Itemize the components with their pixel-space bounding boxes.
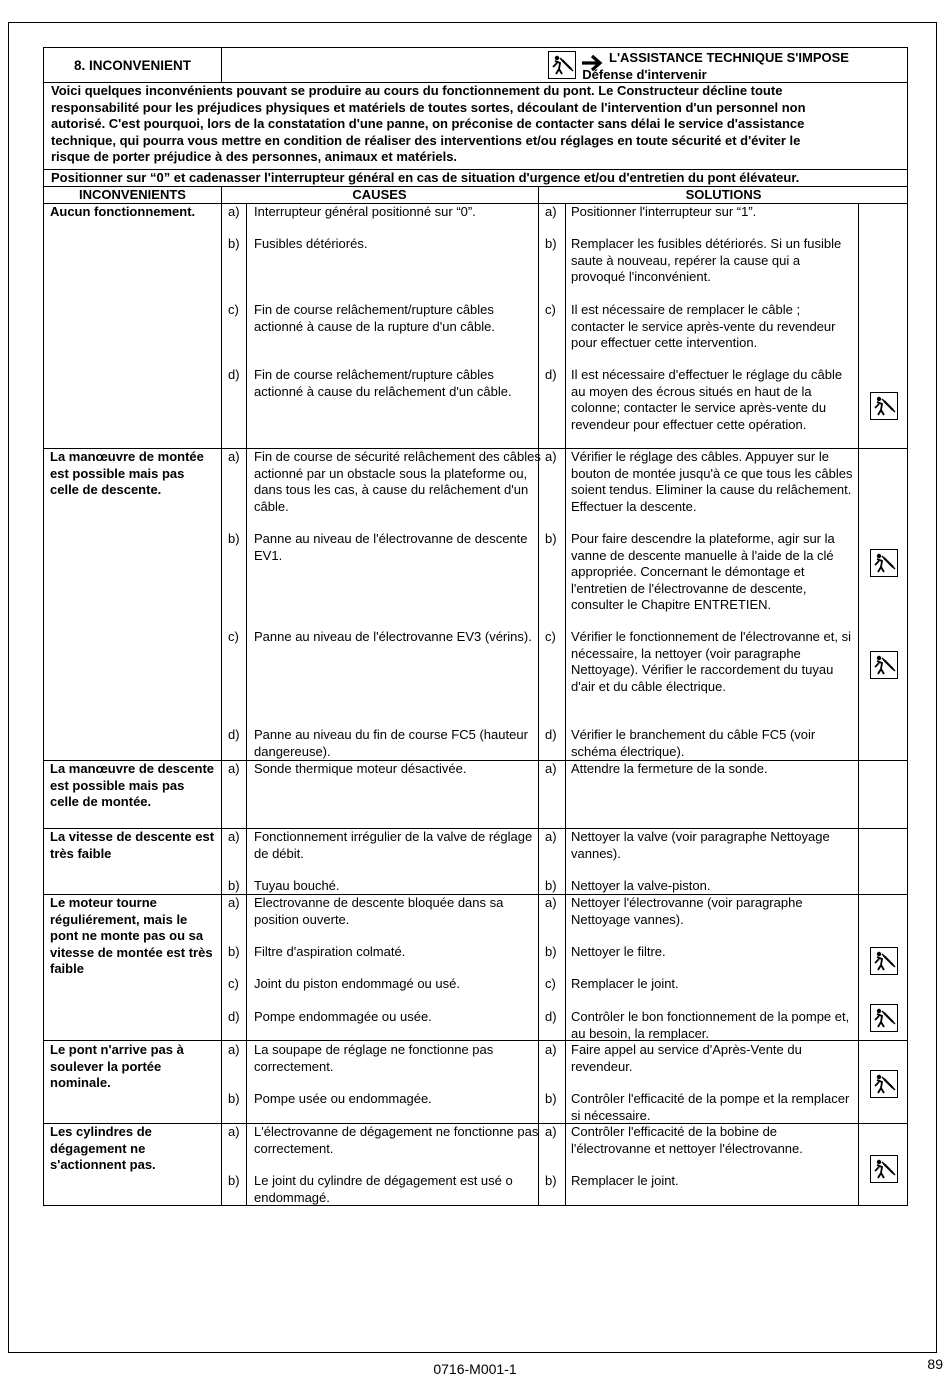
solution-letter: b) [545, 1091, 557, 1106]
solution-letter: b) [545, 944, 557, 959]
cause-letter: a) [228, 449, 240, 464]
solution-text: Nettoyer le filtre. [571, 944, 666, 959]
solution-text: Vérifier le réglage des câbles. Appuyer sur le bouton de montée jusqu'à ce que tous les câbles soient tendus. Eliminer la cause du relâchement. Effectuer la descente. [571, 449, 853, 514]
solution-text: Il est nécessaire d'effectuer le réglage du câble au moyen des écrous situés en haut de la colonne; contacter le service après-vente du revendeur pour effectuer cette opération. [571, 367, 843, 432]
solution-text: Contrôler l'efficacité de la pompe et la remplacer si nécessaire. [571, 1091, 850, 1123]
cause-letter: b) [228, 236, 240, 251]
technician-tool-icon [870, 1004, 898, 1032]
cause-text: Panne au niveau de l'électrovanne EV3 (vérins). [254, 629, 532, 644]
solution-letter: d) [545, 367, 557, 382]
cause-text: Fin de course de sécurité relâchement des câbles actionné par un obstacle sous la plateforme ou, dans tous les cas, à cause du relâchement d'un câble. [254, 449, 541, 514]
cause-letter: a) [228, 761, 240, 776]
solution-letter: a) [545, 761, 557, 776]
cause-letter: c) [228, 302, 239, 317]
intro-line: responsabilité pour les préjudices physiques et matériels de toutes sortes, découlant de l'intervention d'un personnel non [51, 99, 806, 115]
technician-tool-icon [870, 392, 898, 420]
technician-tool-icon [870, 1070, 898, 1098]
cause-text: Panne au niveau du fin de course FC5 (hauteur dangereuse). [254, 727, 528, 759]
solution-letter: a) [545, 449, 557, 464]
intro-line: Voici quelques inconvénients pouvant se produire au cours du fonctionnement du pont. Le Constructeur décline toute [51, 83, 783, 98]
cause-letter: b) [228, 1173, 240, 1188]
cause-letter: d) [228, 367, 240, 382]
solution-letter: b) [545, 1173, 557, 1188]
solution-text: Vérifier le fonctionnement de l'électrovanne et, si nécessaire, la nettoyer (voir paragraphe Nettoyage). Vérifier le raccordement du tuyau d'air et du câble électrique. [571, 629, 851, 694]
cause-letter: a) [228, 1042, 240, 1057]
solution-letter: b) [545, 531, 557, 546]
safety-instruction: Positionner sur “0” et cadenasser l'interrupteur général en cas de situation d'urgence et/ou d'entretien du pont élévateur. [43, 170, 908, 187]
notice-box [222, 48, 907, 82]
intro-paragraph [43, 83, 908, 170]
cause-letter: a) [228, 829, 240, 844]
solution-text: Vérifier le branchement du câble FC5 (voir schéma électrique). [571, 727, 816, 759]
cause-text: Fin de course relâchement/rupture câbles actionné à cause du relâchement d'un câble. [254, 367, 512, 399]
intro-line: risque de porter préjudice à des personnes, animaux et matériels. [51, 149, 458, 164]
solution-text: Nettoyer la valve-piston. [571, 878, 711, 893]
column-divider [221, 187, 222, 1205]
inconvenient-label: La manœuvre de descente est possible mais pas celle de montée. [50, 761, 214, 809]
solution-text: Contrôler l'efficacité de la bobine de l'électrovanne et nettoyer l'électrovanne. [571, 1124, 803, 1156]
solution-text: Pour faire descendre la plateforme, agir sur la vanne de descente manuelle à l'aide de la clé appropriée. Concernant le démontage et l'entretien de l'électrovanne de descente, consulter le Chapitre ENTRETIEN. [571, 531, 835, 612]
solution-letter: c) [545, 302, 556, 317]
cause-letter: b) [228, 944, 240, 959]
cause-text: Fin de course relâchement/rupture câbles actionné à cause de la rupture d'un câble. [254, 302, 495, 334]
solution-letter: a) [545, 895, 557, 910]
solution-letter: a) [545, 829, 557, 844]
technician-tool-icon [870, 947, 898, 975]
cause-letter: d) [228, 727, 240, 742]
cause-text: Pompe usée ou endommagée. [254, 1091, 432, 1106]
inconvenient-label: La vitesse de descente est très faible [50, 829, 215, 861]
cause-letter: a) [228, 204, 240, 219]
cause-text: Fonctionnement irrégulier de la valve de réglage de débit. [254, 829, 533, 861]
cause-letter: a) [228, 1124, 240, 1139]
solution-text: Remplacer les fusibles détériorés. Si un fusible saute à nouveau, repérer la cause qui a provoqué l'inconvénient. [571, 236, 842, 284]
section-header [43, 47, 908, 83]
solution-letter: a) [545, 1042, 557, 1057]
solution-letter: d) [545, 727, 557, 742]
inconvenient-label: Aucun fonctionnement. [50, 204, 196, 219]
cause-text: Electrovanne de descente bloquée dans sa position ouverte. [254, 895, 504, 927]
solution-letter: d) [545, 1009, 557, 1024]
cause-letter: d) [228, 1009, 240, 1024]
document-code: 0716-M001-1 [433, 1361, 517, 1377]
cause-text: Panne au niveau de l'électrovanne de descente EV1. [254, 531, 528, 563]
technician-tool-icon [870, 651, 898, 679]
inconvenient-label: Le pont n'arrive pas à soulever la portée nominale. [50, 1042, 184, 1090]
troubleshooting-table [43, 187, 908, 1206]
cause-letter: b) [228, 531, 240, 546]
cause-letter: a) [228, 895, 240, 910]
column-header-solutions: SOLUTIONS [685, 187, 762, 202]
solution-text: Positionner l'interrupteur sur “1”. [571, 204, 757, 219]
column-divider [858, 203, 859, 1205]
technician-tool-icon [870, 1155, 898, 1183]
cause-text: La soupape de réglage ne fonctionne pas correctement. [254, 1042, 494, 1074]
solution-letter: a) [545, 204, 557, 219]
notice-subtitle: Défense d'intervenir [582, 67, 707, 82]
column-divider [565, 203, 566, 1205]
solution-text: Il est nécessaire de remplacer le câble ; contacter le service après-vente du revendeur pour effectuer cette intervention. [571, 302, 836, 350]
cause-letter: b) [228, 878, 240, 893]
column-header-inconvenients: INCONVENIENTS [79, 187, 186, 202]
solution-text: Remplacer le joint. [571, 1173, 679, 1188]
inconvenient-label: La manœuvre de montée est possible mais pas celle de descente. [50, 449, 204, 497]
inconvenient-label: Les cylindres de dégagement ne s'actionnent pas. [50, 1124, 156, 1172]
solution-letter: c) [545, 976, 556, 991]
inconvenient-label: Le moteur tourne réguliérement, mais le pont ne monte pas ou sa vitesse de montée est très faible [50, 895, 213, 976]
cause-text: Pompe endommagée ou usée. [254, 1009, 432, 1024]
column-divider [246, 203, 247, 1205]
section-title: 8. INCONVENIENT [44, 48, 222, 82]
cause-text: Fusibles détériorés. [254, 236, 368, 251]
solution-letter: b) [545, 236, 557, 251]
cause-text: Joint du piston endommagé ou usé. [254, 976, 460, 991]
column-header-causes: CAUSES [352, 187, 407, 202]
cause-text: Filtre d'aspiration colmaté. [254, 944, 406, 959]
cause-letter: b) [228, 1091, 240, 1106]
solution-text: Contrôler le bon fonctionnement de la pompe et, au besoin, la remplacer. [571, 1009, 850, 1041]
intro-line: autorisé. C'est pourquoi, lors de la constatation d'une panne, on préconise de contacter sans délai le service d'assistance [51, 116, 805, 131]
cause-text: Tuyau bouché. [254, 878, 340, 893]
solution-text: Faire appel au service d'Après-Vente du revendeur. [571, 1042, 802, 1074]
solution-text: Nettoyer la valve (voir paragraphe Nettoyage vannes). [571, 829, 830, 861]
solution-letter: c) [545, 629, 556, 644]
page-number: 89 [927, 1356, 943, 1372]
cause-letter: c) [228, 976, 239, 991]
solution-text: Attendre la fermeture de la sonde. [571, 761, 768, 776]
solution-text: Remplacer le joint. [571, 976, 679, 991]
cause-text: L'électrovanne de dégagement ne fonctionne pas correctement. [254, 1124, 539, 1156]
solution-letter: b) [545, 878, 557, 893]
solution-letter: a) [545, 1124, 557, 1139]
cause-text: Interrupteur général positionné sur “0”. [254, 204, 476, 219]
cause-text: Sonde thermique moteur désactivée. [254, 761, 467, 776]
technician-tool-icon [870, 549, 898, 577]
solution-text: Nettoyer l'électrovanne (voir paragraphe Nettoyage vannes). [571, 895, 803, 927]
cause-text: Le joint du cylindre de dégagement est usé o endommagé. [254, 1173, 513, 1205]
intro-line: technique, qui pourra vous mettre en condition de réaliser des interventions et/ou réglages en toute sécurité et d'éviter le [51, 132, 801, 148]
notice-title: L'ASSISTANCE TECHNIQUE S'IMPOSE [609, 50, 849, 65]
cause-letter: c) [228, 629, 239, 644]
